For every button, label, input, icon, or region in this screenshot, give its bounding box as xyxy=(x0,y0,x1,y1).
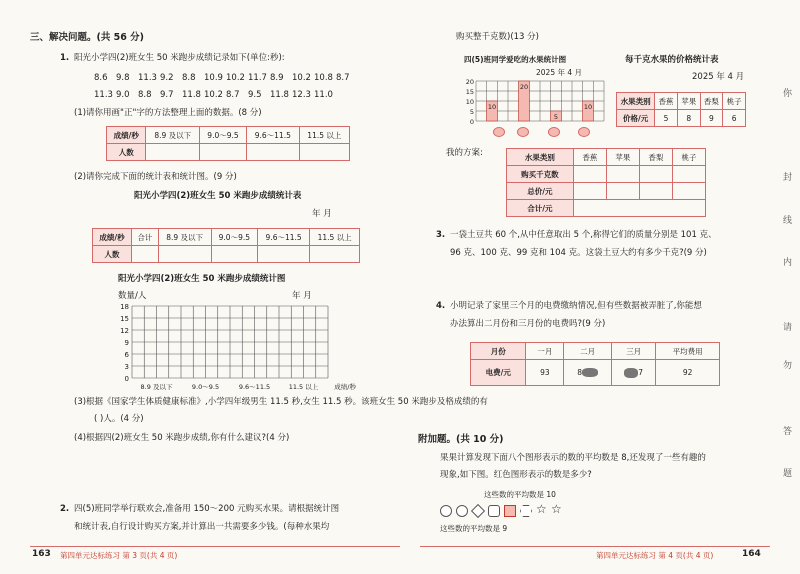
x-category-label: 11.5 以上 xyxy=(288,383,319,391)
page-number-left: 163 xyxy=(32,549,51,559)
q1-sub3b: ( )人。(4 分) xyxy=(94,414,144,424)
q1-sub4: (4)根据四(2)班女生 50 米跑步成绩,你有什么建议?(4 分) xyxy=(74,433,290,443)
empty-grid-chart xyxy=(110,300,360,392)
bar-value-label: 5 xyxy=(553,113,559,121)
y-tick-label: 10 xyxy=(465,98,474,106)
price-header: 苹果 xyxy=(677,93,700,110)
x-category-label: 9.6～11.5 xyxy=(238,383,271,391)
circle-shape-icon xyxy=(440,505,452,517)
data-value: 10.8 xyxy=(314,73,333,83)
data-value: 9.7 xyxy=(160,90,174,100)
y-tick-label: 9 xyxy=(124,339,129,347)
footer-rule-right xyxy=(420,546,770,547)
page-number-right: 164 xyxy=(742,549,761,559)
data-value: 12.3 xyxy=(292,90,311,100)
data-value: 11.3 xyxy=(94,90,113,100)
data-value: 10.2 xyxy=(226,73,245,83)
side-char: 封 xyxy=(783,173,793,183)
diamond-shape-icon xyxy=(471,504,485,518)
footer-text-left: 第四单元达标练习 第 3 页(共 4 页) xyxy=(60,551,178,560)
y-tick-label: 0 xyxy=(124,375,129,383)
side-char: 你 xyxy=(783,89,793,99)
bar-value-label: 20 xyxy=(519,83,529,91)
elec-cell: 92 xyxy=(656,360,720,386)
tally-table xyxy=(106,126,350,161)
y-tick-label: 15 xyxy=(465,88,474,96)
bar-value-label: 10 xyxy=(583,103,593,111)
q2-continued: 购买整千克数)(13 分) xyxy=(456,32,539,42)
y-tick-label: 0 xyxy=(469,118,474,126)
plan-cell[interactable] xyxy=(672,166,705,183)
price-cell: 8 xyxy=(677,110,700,127)
plan-header: 香梨 xyxy=(639,149,672,166)
stat-cell[interactable] xyxy=(310,246,360,263)
price-table-title: 每千克水果的价格统计表 xyxy=(625,55,719,65)
elec-row-label: 电费/元 xyxy=(471,360,526,386)
tally-cell[interactable] xyxy=(246,144,299,161)
plan-row-label: 购买千克数 xyxy=(507,166,574,183)
banana-icon xyxy=(493,127,505,137)
chart-ylabel: 数量/人 xyxy=(118,291,147,301)
extra-line2: 现象,如下图。红色图形表示的数是多少? xyxy=(440,470,592,480)
plan-cell[interactable] xyxy=(573,166,606,183)
side-char: 勿 xyxy=(783,361,793,371)
smudge-icon xyxy=(624,368,638,378)
tally-cell[interactable] xyxy=(200,144,247,161)
plan-cell[interactable] xyxy=(606,183,639,200)
data-value: 8.7 xyxy=(226,90,240,100)
peach-icon xyxy=(578,127,590,137)
price-header: 桃子 xyxy=(723,93,746,110)
x-category-label: 9.0～9.5 xyxy=(191,383,220,391)
price-header: 香蕉 xyxy=(655,93,678,110)
data-value: 8.8 xyxy=(138,90,152,100)
y-tick-label: 6 xyxy=(124,351,129,359)
q4-number: 4. xyxy=(436,301,446,311)
square-shape-icon xyxy=(488,505,500,517)
plan-header: 香蕉 xyxy=(573,149,606,166)
plan-cell[interactable] xyxy=(672,183,705,200)
data-row-1 xyxy=(94,73,358,83)
data-row-2 xyxy=(94,90,336,100)
stat-header: 合计 xyxy=(132,229,159,246)
plan-header: 苹果 xyxy=(606,149,639,166)
x-axis-label: 成绩/秒 xyxy=(334,383,356,391)
elec-header: 三月 xyxy=(612,343,656,360)
stat-header: 9.6～11.5 xyxy=(258,229,310,246)
tally-header: 8.9 及以下 xyxy=(146,127,200,144)
plan-table xyxy=(506,148,706,217)
q3-line1: 一袋土豆共 60 个,从中任意取出 5 个,称得它们的质量分别是 101 克、 xyxy=(450,230,717,240)
data-value: 9.2 xyxy=(160,73,174,83)
extra-note2: 这些数的平均数是 9 xyxy=(440,524,508,533)
data-value: 11.3 xyxy=(138,73,157,83)
stat-cell[interactable] xyxy=(132,246,159,263)
price-cell: 9 xyxy=(700,110,723,127)
data-value: 9.0 xyxy=(116,90,130,100)
q1-sub3a: (3)根据《国家学生体质健康标准》,小学四年级男生 11.5 秒,女生 11.5 秒。该班女生 50 米跑步及格成绩的有 xyxy=(74,397,488,407)
y-tick-label: 20 xyxy=(465,78,474,86)
price-cell: 5 xyxy=(655,110,678,127)
data-value: 8.7 xyxy=(336,73,350,83)
data-value: 8.9 xyxy=(270,73,284,83)
footer-rule-left xyxy=(30,546,400,547)
data-value: 10.2 xyxy=(204,90,223,100)
y-tick-label: 3 xyxy=(124,363,129,371)
price-cell: 6 xyxy=(723,110,746,127)
elec-header: 一月 xyxy=(526,343,564,360)
q1-sub1: (1)请你用画"正"字的方法整理上面的数据。(8 分) xyxy=(74,108,262,118)
data-value: 8.6 xyxy=(94,73,108,83)
hexagon-shape-icon xyxy=(520,505,532,517)
elec-header: 平均费用 xyxy=(656,343,720,360)
stat-header: 9.0～9.5 xyxy=(211,229,257,246)
plan-cell[interactable] xyxy=(639,166,672,183)
stat-table-date: 年 月 xyxy=(312,209,332,219)
stat-header: 成绩/秒 xyxy=(93,229,132,246)
circle-shape-icon xyxy=(456,505,468,517)
q1-intro: 阳光小学四(2)班女生 50 米跑步成绩记录如下(单位:秒): xyxy=(74,53,285,63)
data-value: 11.7 xyxy=(248,73,267,83)
y-tick-label: 15 xyxy=(120,315,129,323)
q3-number: 3. xyxy=(436,230,446,240)
q2-number: 2. xyxy=(60,504,70,514)
elec-cell: 93 xyxy=(526,360,564,386)
price-row-label: 价格/元 xyxy=(617,110,655,127)
plan-label: 我的方案: xyxy=(446,148,483,158)
section-title: 三、解决问题。(共 56 分) xyxy=(30,32,145,43)
plan-row-label: 总价/元 xyxy=(507,183,574,200)
stat-cell[interactable] xyxy=(211,246,257,263)
star-shape-icon: ☆ xyxy=(536,502,547,516)
elec-cell-smudged: 7 xyxy=(612,360,656,386)
price-header: 香梨 xyxy=(700,93,723,110)
fruit-chart-date: 2025 年 4 月 xyxy=(536,68,583,77)
plan-cell[interactable] xyxy=(639,183,672,200)
data-value: 10.9 xyxy=(204,73,223,83)
elec-header: 二月 xyxy=(564,343,612,360)
data-value: 10.2 xyxy=(292,73,311,83)
price-header: 水果类别 xyxy=(617,93,655,110)
stat-cell[interactable] xyxy=(158,246,211,263)
chart-date: 年 月 xyxy=(292,291,312,301)
data-value: 9.5 xyxy=(248,90,262,100)
chart-title: 阳光小学四(2)班女生 50 米跑步成绩统计图 xyxy=(118,274,286,284)
extra-line1: 果果计算发现下面八个图形表示的数的平均数是 8,还发现了一些有趣的 xyxy=(440,453,706,463)
tally-header: 9.0～9.5 xyxy=(200,127,247,144)
side-char: 答 xyxy=(783,427,793,437)
bar-value-label: 10 xyxy=(487,103,497,111)
stat-row-label: 人数 xyxy=(93,246,132,263)
elec-header: 月份 xyxy=(471,343,526,360)
stat-table-title: 阳光小学四(2)班女生 50 米跑步成绩统计表 xyxy=(134,191,302,201)
stat-header: 11.5 以上 xyxy=(310,229,360,246)
pear-icon xyxy=(548,127,560,137)
tally-header: 成绩/秒 xyxy=(107,127,146,144)
smudge-icon xyxy=(582,368,598,377)
extra-note1: 这些数的平均数是 10 xyxy=(484,490,556,499)
tally-cell[interactable] xyxy=(146,144,200,161)
q4-line2: 办法算出二月份和三月份的电费吗?(9 分) xyxy=(450,319,606,329)
plan-header: 桃子 xyxy=(672,149,705,166)
stat-table xyxy=(92,228,360,263)
data-value: 8.8 xyxy=(182,73,196,83)
q1-sub2: (2)请你完成下面的统计表和统计图。(9 分) xyxy=(74,172,237,182)
electricity-table xyxy=(470,342,720,386)
plan-header: 水果类别 xyxy=(507,149,574,166)
star-shape-icon: ☆ xyxy=(551,502,562,516)
stat-cell[interactable] xyxy=(258,246,310,263)
tally-cell[interactable] xyxy=(299,144,349,161)
x-category-label: 8.9 及以下 xyxy=(140,383,173,391)
plan-total-cell[interactable] xyxy=(573,200,705,217)
plan-cell[interactable] xyxy=(573,183,606,200)
fruit-bar-chart xyxy=(462,78,610,126)
data-value: 11.0 xyxy=(314,90,333,100)
tally-row-label: 人数 xyxy=(107,144,146,161)
price-table xyxy=(616,92,746,127)
red-shape-icon xyxy=(504,505,516,517)
y-tick-label: 18 xyxy=(120,303,129,311)
side-char: 线 xyxy=(783,216,793,226)
extra-title: 附加题。(共 10 分) xyxy=(418,434,504,445)
q3-line2: 96 克、100 克、99 克和 104 克。这袋土豆大约有多少千克?(9 分) xyxy=(450,248,707,258)
q2-line2: 和统计表,自行设计购买方案,并计算出一共需要多少钱。(每种水果均 xyxy=(74,522,330,532)
q1-number: 1. xyxy=(60,53,70,63)
elec-cell-smudged: 8 xyxy=(564,360,612,386)
side-char: 请 xyxy=(783,323,793,333)
side-char: 题 xyxy=(783,469,793,479)
tally-header: 9.6～11.5 xyxy=(246,127,299,144)
plan-cell[interactable] xyxy=(606,166,639,183)
fruit-chart-title: 四(5)班同学爱吃的水果统计图 xyxy=(464,55,567,64)
data-value: 9.8 xyxy=(116,73,130,83)
footer-text-right: 第四单元达标练习 第 4 页(共 4 页) xyxy=(596,551,714,560)
plan-row-label: 合计/元 xyxy=(507,200,574,217)
price-table-date: 2025 年 4 月 xyxy=(692,72,745,82)
q4-line1: 小明记录了家里三个月的电费缴纳情况,但有些数据被弄脏了,你能想 xyxy=(450,301,702,311)
side-char: 内 xyxy=(783,258,793,268)
q2-line1: 四(5)班同学举行联欢会,准备用 150～200 元购买水果。请根据统计图 xyxy=(74,504,340,514)
y-tick-label: 12 xyxy=(120,327,129,335)
y-tick-label: 5 xyxy=(469,108,474,116)
stat-header: 8.9 及以下 xyxy=(158,229,211,246)
apple-icon xyxy=(517,127,529,137)
data-value: 11.8 xyxy=(182,90,201,100)
tally-header: 11.5 以上 xyxy=(299,127,349,144)
data-value: 11.8 xyxy=(270,90,289,100)
